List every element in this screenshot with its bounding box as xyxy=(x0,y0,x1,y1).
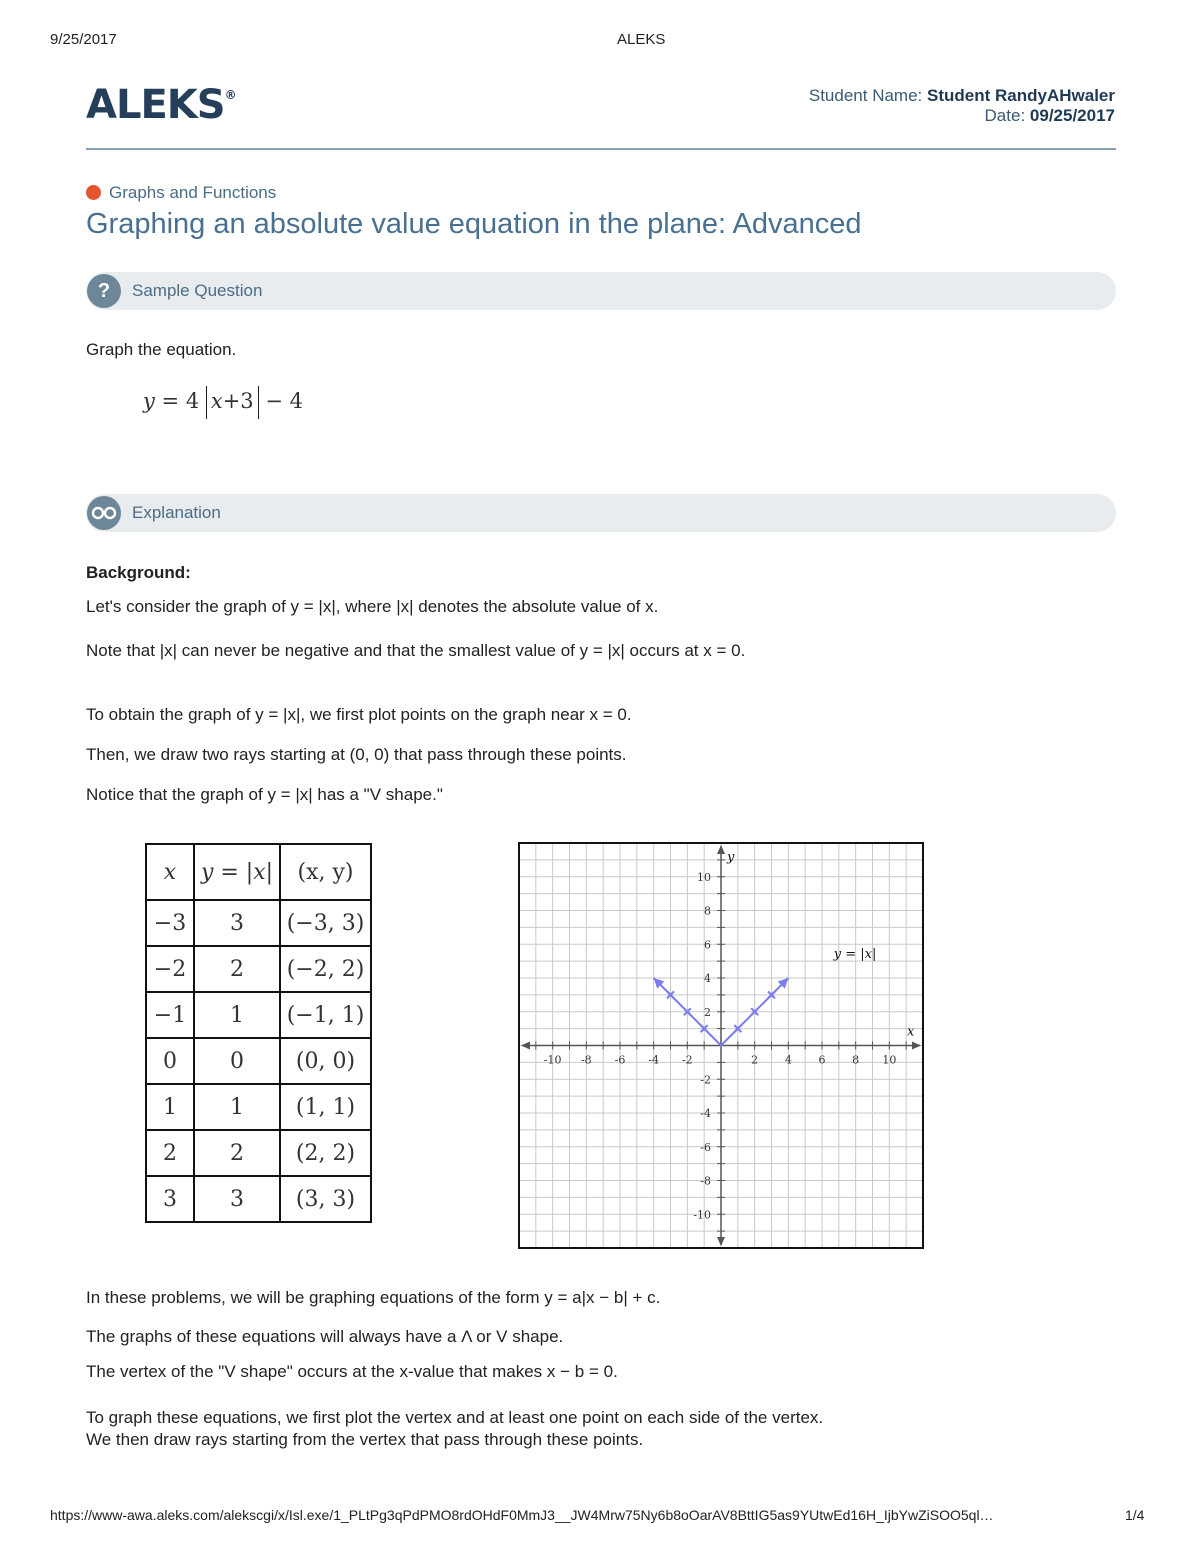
x-tick-label: -6 xyxy=(614,1053,626,1067)
y-tick-label: -2 xyxy=(700,1073,711,1087)
sample-question-label: Sample Question xyxy=(132,281,263,300)
closing-line-1: To graph these equations, we first plot the vertex and at least one point on each side of the vertex. xyxy=(86,1408,824,1427)
y-tick-label: 8 xyxy=(704,904,711,918)
y-tick-label: -6 xyxy=(700,1140,711,1154)
table-header-row xyxy=(146,844,371,900)
x-tick-label: 6 xyxy=(818,1053,826,1067)
cell-x: 2 xyxy=(146,1130,194,1176)
page-number: 1/4 xyxy=(1125,1507,1145,1523)
x-tick-label: 8 xyxy=(852,1053,860,1067)
table-row xyxy=(146,1176,371,1222)
form-line-3: The vertex of the "V shape" occurs at the x-value that makes x − b = 0. xyxy=(86,1362,618,1381)
y-tick-label: -4 xyxy=(700,1107,711,1120)
cell-xy: (0, 0) xyxy=(280,1038,371,1084)
print-date: 9/25/2017 xyxy=(50,31,117,48)
background-line-2: Note that |x| can never be negative and that the smallest value of y = |x| occurs at x = 0. xyxy=(86,641,746,660)
y-tick-label: -8 xyxy=(700,1174,711,1188)
cell-x: 1 xyxy=(146,1084,194,1130)
form-line-1: In these problems, we will be graphing equations of the form y = a|x − b| + c. xyxy=(86,1288,661,1307)
cell-x: −3 xyxy=(146,900,194,946)
background-line-3: To obtain the graph of y = |x|, we first plot points on the graph near x = 0. xyxy=(86,705,632,724)
closing-line-2: We then draw rays starting from the vertex that pass through these points. xyxy=(86,1430,644,1449)
x-tick-label: -10 xyxy=(543,1053,562,1067)
explanation-label: Explanation xyxy=(132,503,221,522)
student-name: Student RandyAHwaler xyxy=(927,86,1115,105)
logo-mark: ® xyxy=(224,88,236,102)
cell-y: 0 xyxy=(194,1038,280,1084)
header-x: x xyxy=(146,844,194,900)
x-axis-label: x xyxy=(907,1024,915,1040)
y-tick-label: -10 xyxy=(693,1208,711,1222)
cell-y: 1 xyxy=(194,992,280,1038)
cell-xy: (2, 2) xyxy=(280,1130,371,1176)
y-tick-label: 6 xyxy=(704,938,711,952)
table-row xyxy=(146,946,371,992)
x-tick-label: -8 xyxy=(580,1053,592,1067)
cell-x: −1 xyxy=(146,992,194,1038)
glasses-icon xyxy=(87,496,121,530)
x-tick-label: 10 xyxy=(882,1053,897,1067)
x-tick-label: -4 xyxy=(648,1053,660,1067)
aleks-logo xyxy=(86,82,236,128)
y-tick-label: 4 xyxy=(704,972,711,985)
background-line-4: Then, we draw two rays starting at (0, 0) that pass through these points. xyxy=(86,745,627,764)
category-label: Graphs and Functions xyxy=(109,183,277,202)
date-value: 09/25/2017 xyxy=(1029,106,1115,125)
x-tick-label: 2 xyxy=(751,1053,759,1067)
form-line-2: The graphs of these equations will always have a Λ or V shape. xyxy=(86,1327,564,1346)
student-info xyxy=(615,86,1115,126)
series-label: y = |x| xyxy=(833,946,877,962)
background-line-5: Notice that the graph of y = |x| has a "V shape." xyxy=(86,785,443,804)
cell-xy: (−1, 1) xyxy=(280,992,371,1038)
y-axis-label: y xyxy=(727,850,735,865)
page-title: Graphing an absolute value equation in the plane: Advanced xyxy=(86,208,862,240)
cell-x: −2 xyxy=(146,946,194,992)
date-label: Date: xyxy=(984,106,1026,125)
cell-xy: (3, 3) xyxy=(280,1176,371,1222)
table-row xyxy=(146,1130,371,1176)
cell-y: 1 xyxy=(194,1084,280,1130)
cell-xy: (−2, 2) xyxy=(280,946,371,992)
question-icon: ? xyxy=(87,274,121,308)
graph-y-equals-abs-x xyxy=(518,842,924,1249)
cell-xy: (1, 1) xyxy=(280,1084,371,1130)
table-row xyxy=(146,992,371,1038)
question-equation: y = 4 x+3 − 4 xyxy=(143,386,303,419)
explanation-bar xyxy=(86,494,1116,532)
page-url: https://www-awa.aleks.com/alekscgi/x/Isl.exe/1_PLtPg3qPdPMO8rdOHdF0MmJ3__JW4Mrw75Ny6b8oOarAV8BttIG5as9YUtwEd16H_IjbYwZiSOO5ql… xyxy=(50,1507,994,1523)
header-divider xyxy=(86,148,1116,150)
logo-text: ALEKS xyxy=(86,82,225,128)
y-tick-label: 2 xyxy=(704,1005,711,1019)
y-tick-label: 10 xyxy=(697,870,711,884)
x-tick-label: -2 xyxy=(681,1053,693,1067)
category-dot-icon xyxy=(86,185,101,200)
cell-xy: (−3, 3) xyxy=(280,900,371,946)
table-row xyxy=(146,900,371,946)
cell-y: 3 xyxy=(194,900,280,946)
question-prompt: Graph the equation. xyxy=(86,340,237,359)
cell-y: 3 xyxy=(194,1176,280,1222)
print-title: ALEKS xyxy=(617,31,666,48)
cell-y: 2 xyxy=(194,1130,280,1176)
header-y: y = |x| xyxy=(194,844,280,900)
category xyxy=(86,183,276,203)
table-row xyxy=(146,1038,371,1084)
cell-y: 2 xyxy=(194,946,280,992)
cell-x: 3 xyxy=(146,1176,194,1222)
x-tick-label: 4 xyxy=(784,1053,792,1067)
cell-x: 0 xyxy=(146,1038,194,1084)
table-row xyxy=(146,1084,371,1130)
values-table xyxy=(145,843,372,1223)
student-name-label: Student Name: xyxy=(808,86,923,105)
header-xy: (x, y) xyxy=(280,844,371,900)
background-heading: Background: xyxy=(86,563,191,582)
background-line-1: Let's consider the graph of y = |x|, where |x| denotes the absolute value of x. xyxy=(86,597,659,616)
